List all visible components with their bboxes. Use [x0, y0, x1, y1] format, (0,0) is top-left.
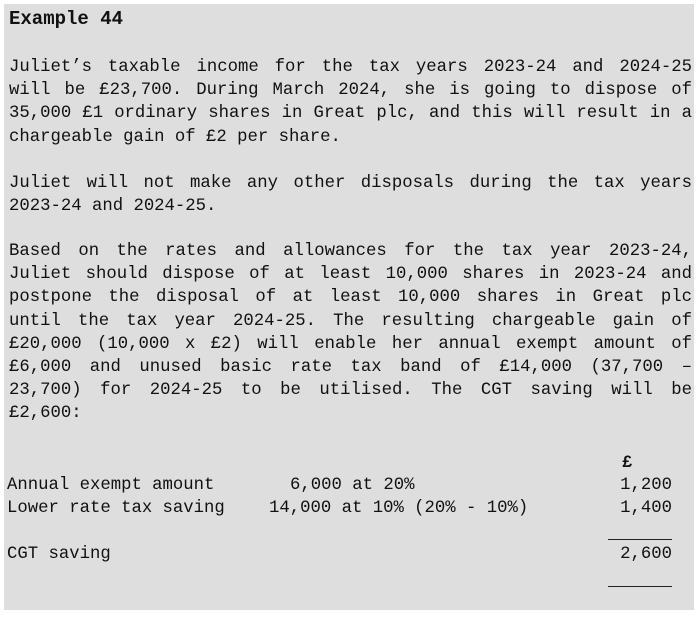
row-detail-lower-rate: 14,000 at 10% (20% - 10%): [269, 499, 529, 518]
row-label-lower-rate: Lower rate tax saving: [7, 499, 225, 518]
row-amount-annual-exempt: 1,200: [620, 476, 672, 495]
total-amount: 2,600: [620, 545, 672, 564]
currency-header: £: [622, 454, 633, 473]
example-heading: Example 44: [9, 8, 124, 30]
subtotal-rule: [608, 539, 672, 540]
row-amount-lower-rate: 1,400: [620, 499, 672, 518]
paragraph-income: Juliet’s taxable income for the tax years 2023-24 and 2024-25 will be £23,700. During March 2024, she is going to dispose of 35,000 £1 ordinary shares in Great plc, and this will result in a chargeable gain of £2 per share.: [9, 58, 692, 147]
paragraph-no-other-disposals: Juliet will not make any other disposals during the tax years 2023-24 and 2024-25.: [9, 174, 692, 217]
row-detail-annual-exempt: 6,000 at 20%: [290, 476, 415, 495]
total-label: CGT saving: [7, 545, 111, 564]
example-panel: [4, 4, 694, 610]
row-label-annual-exempt: Annual exempt amount: [7, 476, 215, 495]
paragraph-recommendation: Based on the rates and allowances for the tax year 2023-24, Juliet should dispose of at least 10,000 shares in 2023-24 and postpone the disposal of at least 10,000 shares in Great plc until the tax year 2024-25. The resulting chargeable gain of £20,000 (10,000 x £2) will enable her annual exempt amount of £6,000 and unused basic rate tax band of £14,000 (37,700 – 23,700) for 2024-25 to be utilised. The CGT saving will be £2,600:: [9, 242, 692, 424]
cgt-saving-table: [4, 448, 694, 608]
total-rule: [608, 586, 672, 587]
